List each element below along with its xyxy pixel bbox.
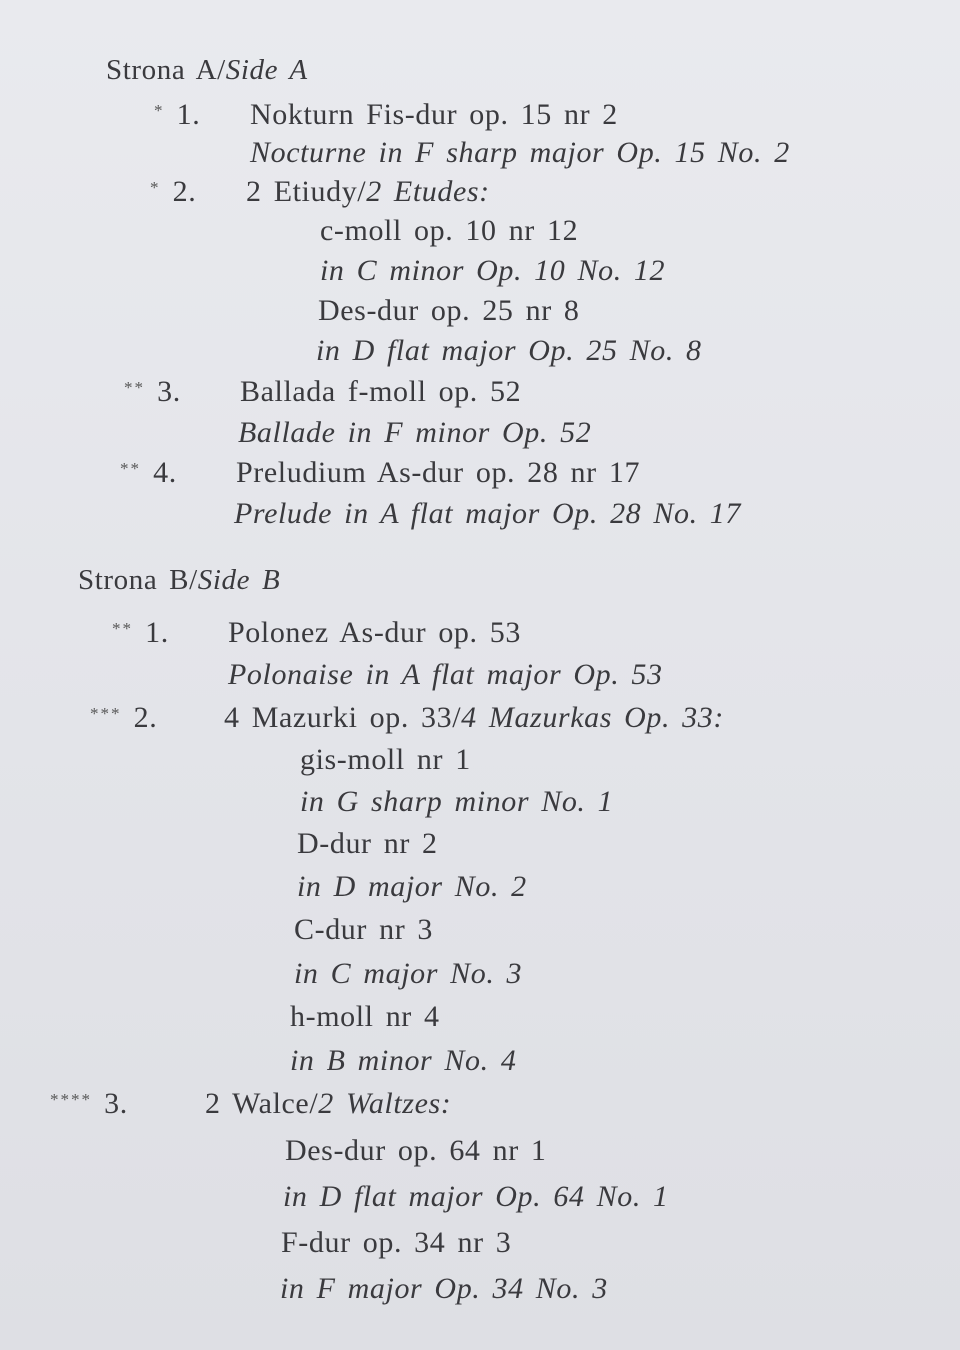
side-a-track-2-part-2-en: in D flat major Op. 25 No. 8: [316, 334, 702, 367]
side-b-heading-pl: Strona B/: [78, 564, 198, 596]
side-b-track-2-title-en: 4 Mazurkas Op. 33:: [461, 701, 724, 734]
side-b-track-2-part-2-pl: D-dur nr 2: [297, 827, 438, 860]
track-marker: **: [112, 619, 133, 638]
side-b-track-3-part-2-pl: F-dur op. 34 nr 3: [281, 1226, 512, 1259]
side-a-track-3-title-pl: Ballada f-moll op. 52: [240, 375, 522, 408]
side-b-track-1-title-pl: Polonez As-dur op. 53: [228, 616, 521, 649]
side-a-heading-pl: Strona A/: [106, 54, 226, 86]
side-a-track-1-marker: [154, 100, 200, 130]
track-marker: **: [124, 378, 145, 397]
side-b-track-2-part-2-en: in D major No. 2: [297, 870, 527, 903]
side-a-heading: [106, 56, 308, 85]
side-b-heading-en: Side B: [197, 564, 281, 596]
side-b-track-2-title: [224, 703, 724, 733]
track-marker: *: [154, 101, 165, 120]
side-a-track-2-part-2-pl: Des-dur op. 25 nr 8: [318, 294, 580, 327]
side-a-track-4-title-en: Prelude in A flat major Op. 28 No. 17: [234, 497, 741, 530]
side-b-track-1-title-en: Polonaise in A flat major Op. 53: [228, 658, 663, 691]
side-b-track-3-title-en: 2 Waltzes:: [318, 1087, 452, 1120]
track-number: 2.: [172, 175, 197, 208]
side-b-track-2-marker: [90, 703, 157, 733]
track-number: 1.: [145, 616, 169, 649]
side-b-track-2-part-4-en: in B minor No. 4: [290, 1044, 517, 1077]
side-a-track-3-marker: [124, 377, 181, 407]
track-marker: **: [120, 459, 141, 478]
track-number: 4.: [153, 456, 177, 489]
side-b-track-2-part-3-pl: C-dur nr 3: [294, 913, 433, 946]
side-a-track-4-marker: [120, 458, 177, 488]
side-b-track-3-part-1-en: in D flat major Op. 64 No. 1: [283, 1180, 669, 1213]
side-b-track-3-part-1-pl: Des-dur op. 64 nr 1: [285, 1134, 547, 1167]
side-b-track-2-part-1-en: in G sharp minor No. 1: [300, 785, 614, 818]
track-marker: ***: [90, 704, 122, 723]
side-a-track-3-title-en: Ballade in F minor Op. 52: [238, 416, 592, 449]
side-a-track-2-part-1-pl: c-moll op. 10 nr 12: [320, 214, 579, 247]
side-a-track-2-marker: [150, 177, 196, 207]
side-b-track-2-title-pl: 4 Mazurki op. 33/: [224, 701, 462, 734]
track-number: 3.: [104, 1087, 128, 1120]
side-b-track-3-marker: [50, 1089, 128, 1119]
side-b-track-3-part-2-en: in F major Op. 34 No. 3: [280, 1272, 608, 1305]
side-a-track-2-title-en: 2 Etudes:: [366, 175, 490, 208]
side-b-track-3-title-pl: 2 Walce/: [205, 1087, 319, 1120]
side-b-track-3-title: [205, 1089, 451, 1119]
side-b-track-2-part-4-pl: h-moll nr 4: [290, 1000, 440, 1033]
side-a-track-2-title: [246, 177, 490, 207]
side-a-track-2-title-pl: 2 Etiudy/: [246, 175, 367, 208]
side-b-track-1-marker: [112, 618, 169, 648]
track-marker: *: [150, 178, 161, 197]
side-a-track-1-title-en: Nocturne in F sharp major Op. 15 No. 2: [250, 136, 790, 169]
track-number: 3.: [157, 375, 181, 408]
track-number: 1.: [176, 98, 201, 131]
side-a-track-2-part-1-en: in C minor Op. 10 No. 12: [320, 254, 666, 287]
side-a-track-4-title-pl: Preludium As-dur op. 28 nr 17: [236, 456, 641, 489]
track-number: 2.: [133, 701, 158, 734]
side-b-track-2-part-1-pl: gis-moll nr 1: [300, 743, 471, 776]
track-marker: ****: [50, 1090, 92, 1109]
side-b-track-2-part-3-en: in C major No. 3: [294, 957, 523, 990]
side-a-heading-en: Side A: [225, 54, 308, 86]
side-a-track-1-title-pl: Nokturn Fis-dur op. 15 nr 2: [250, 98, 618, 131]
side-b-heading: [78, 566, 280, 595]
